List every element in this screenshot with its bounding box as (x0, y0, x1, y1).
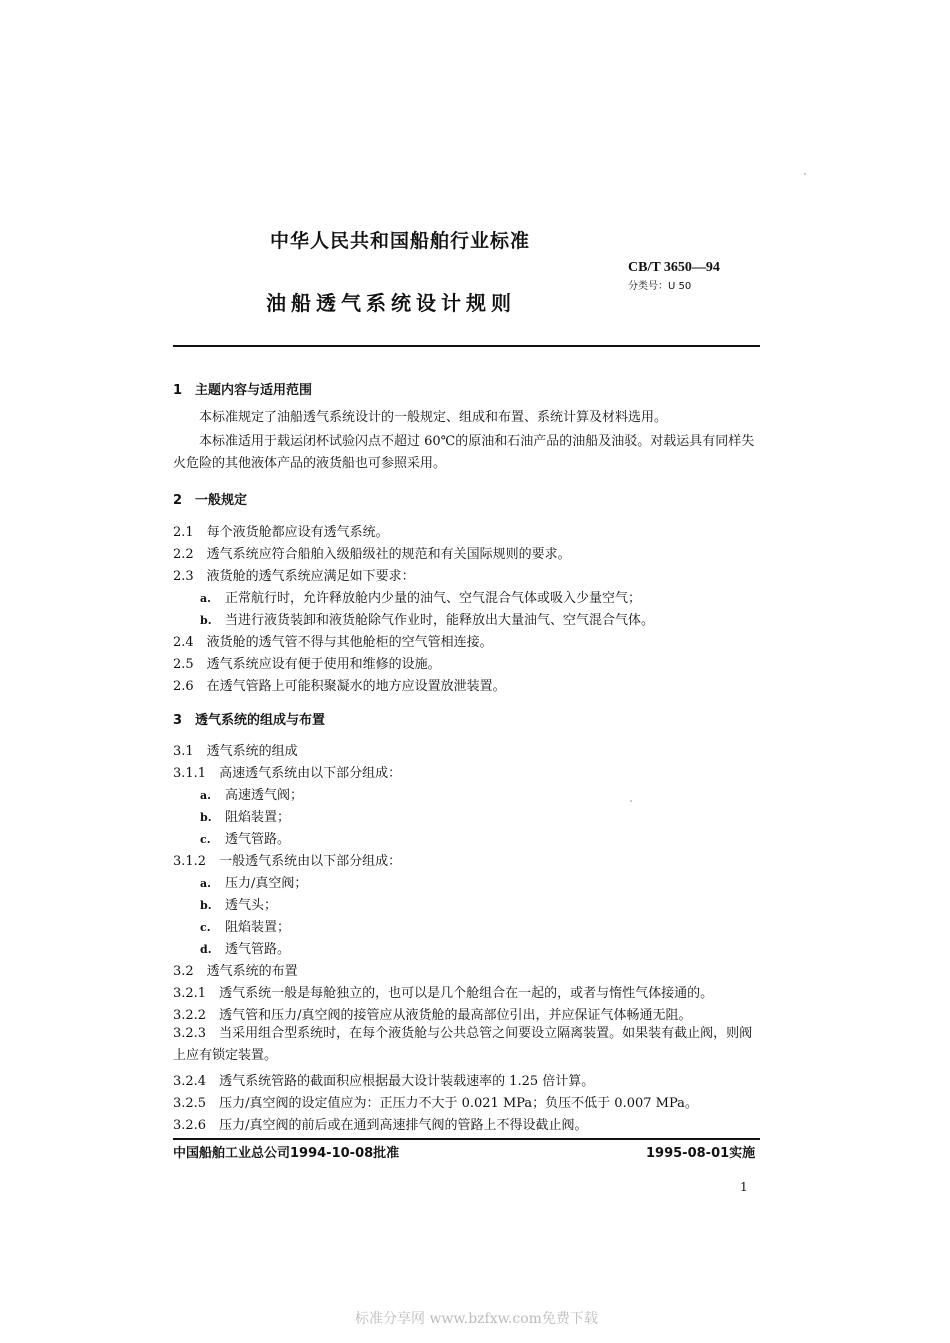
list-text: 正常航行时，允许释放舱内少量的油气、空气混合气体或吸入少量空气； (225, 591, 642, 606)
list-marker: a. (200, 877, 211, 890)
clause-3-1: 3.1 透气系统的组成 (173, 744, 298, 759)
section-3-heading: 3 透气系统的组成与布置 (173, 713, 326, 728)
list-text: 透气头； (225, 898, 278, 913)
header-divider (173, 345, 760, 347)
list-text: 压力/真空阀； (225, 876, 308, 891)
clause-3-2-2: 3.2.2 透气管和压力/真空阀的接管应从液货舱的最高部位引出，并应保证气体畅通无阻。 (173, 1008, 692, 1023)
list-text: 高速透气阀； (225, 788, 304, 803)
approval-line: 中国船舶工业总公司1994-10-08批准 (173, 1146, 400, 1161)
list-marker: a. (200, 592, 211, 605)
clause-3-1-2: 3.1.2 一般透气系统由以下部分组成： (173, 854, 402, 869)
clause-2-5: 2.5 透气系统应设有便于使用和维修的设施。 (173, 657, 441, 672)
standard-number: CB/T 3650—94 (628, 260, 720, 275)
page-number: 1 (740, 1180, 748, 1194)
list-text: 透气管路。 (225, 942, 291, 957)
effective-date: 1995-08-01实施 (646, 1146, 756, 1161)
clause-3-2-5: 3.2.5 压力/真空阀的设定值应为：正压力不大于 0.021 MPa；负压不低于 0.007 MPa。 (173, 1096, 698, 1111)
clause-2-3-a (200, 587, 641, 606)
clause-2-2: 2.2 透气系统应符合船舶入级船级社的规范和有关国际规则的要求。 (173, 547, 571, 562)
clause-3-2-4: 3.2.4 透气系统管路的截面积应根据最大设计装载速率的 1.25 倍计算。 (173, 1074, 595, 1089)
list-marker: c. (200, 921, 211, 934)
list-marker: b. (200, 614, 212, 627)
clause-3-2: 3.2 透气系统的布置 (173, 964, 298, 979)
list-text: 阻焰装置； (225, 920, 291, 935)
list-marker: a. (200, 789, 211, 802)
clause-3-1-1-c (200, 828, 290, 847)
list-text: 透气管路。 (225, 832, 291, 847)
clause-3-1-2-c (200, 916, 290, 935)
clause-3-1-2-d (200, 938, 290, 957)
classification-number: 分类号：U 50 (628, 281, 692, 292)
clause-3-1-1-a (200, 784, 303, 803)
list-marker: b. (200, 811, 212, 824)
section-1-heading: 1 主题内容与适用范围 (173, 383, 313, 398)
section-1-paragraph-2: 本标准适用于载运闭杯试验闪点不超过 60℃的原油和石油产品的油船及油驳。对载运具有同样失火危险的其他液体产品的液货船也可参照采用。 (173, 434, 755, 471)
document-title: 油船透气系统设计规则 (266, 291, 516, 315)
scan-speck (804, 173, 806, 175)
clause-3-2-1: 3.2.1 透气系统一般是每舱独立的，也可以是几个舱组合在一起的，或者与惰性气体接通的。 (173, 986, 714, 1001)
section-2-heading: 2 一般规定 (173, 493, 248, 508)
clause-3-1-1: 3.1.1 高速透气系统由以下部分组成： (173, 766, 402, 781)
list-marker: b. (200, 899, 212, 912)
section-1-paragraph-1: 本标准规定了油船透气系统设计的一般规定、组成和布置、系统计算及材料选用。 (199, 410, 668, 425)
watermark: 标准分享网 www.bzfxw.com免费下载 (355, 1311, 598, 1327)
list-marker: c. (200, 833, 211, 846)
clause-3-2-3: 3.2.3 当采用组合型系统时，在每个液货舱与公共总管之间要设立隔离装置。如果装有截止阀，则阀上应有锁定装置。 (173, 1026, 753, 1063)
clause-3-1-2-a (200, 872, 307, 891)
clause-2-3: 2.3 液货舱的透气系统应满足如下要求： (173, 569, 415, 584)
list-text: 当进行液货装卸和液货舱除气作业时，能释放出大量油气、空气混合气体。 (225, 613, 655, 628)
clause-2-6: 2.6 在透气管路上可能积聚凝水的地方应设置放泄装置。 (173, 679, 506, 694)
clause-3-1-1-b (200, 806, 290, 825)
footer-divider (173, 1138, 760, 1140)
clause-2-3-b (200, 609, 654, 628)
org-title: 中华人民共和国船舶行业标准 (270, 230, 531, 252)
list-text: 阻焰装置； (225, 810, 291, 825)
clause-3-2-6: 3.2.6 压力/真空阀的前后或在通到高速排气阀的管路上不得设截止阀。 (173, 1118, 588, 1133)
scan-speck (630, 800, 632, 802)
list-marker: d. (200, 943, 212, 956)
clause-2-4: 2.4 液货舱的透气管不得与其他舱柜的空气管相连接。 (173, 635, 493, 650)
clause-3-1-2-b (200, 894, 277, 913)
clause-2-1: 2.1 每个液货舱都应设有透气系统。 (173, 525, 389, 540)
